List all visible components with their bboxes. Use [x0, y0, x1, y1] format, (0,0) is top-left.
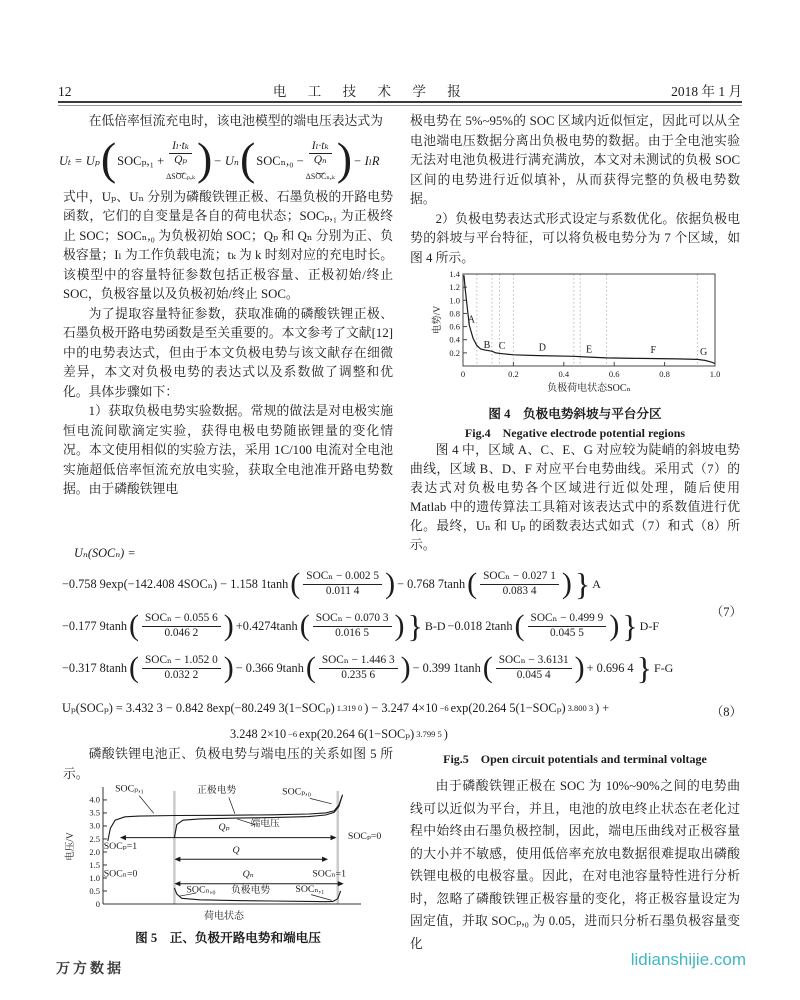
- x-tick-label: 1.0: [709, 369, 721, 379]
- paren: ): [561, 567, 572, 600]
- annotation-label: Q: [232, 845, 240, 857]
- eq-term: SOCₚ,₁ +: [117, 153, 165, 168]
- y-tick-label: 1.2: [449, 282, 460, 293]
- figure5: [63, 784, 393, 946]
- x-tick-label: 0.8: [659, 369, 670, 379]
- y-tick-label: 1.0: [449, 295, 460, 306]
- exponent: −6: [288, 728, 298, 739]
- annotation-label: SOCₙ,₁: [295, 884, 325, 896]
- annotation-label: SOCₚ,₀: [282, 786, 312, 798]
- y-tick-label: 1.0: [89, 872, 100, 883]
- column-bottom-left: [63, 745, 393, 946]
- page-header: [58, 80, 742, 100]
- paragraph: 2）负极电势表达式形式设定与系数优化。依据负极电势的斜坡与平台特征，可以将负极电势分为 7 个区域，如图 4 所示。: [410, 211, 740, 265]
- y-tick-label: 0.4: [449, 334, 460, 345]
- x-axis-title: 负极荷电状态SOCₙ: [547, 383, 631, 394]
- annotation-label: SOCₙ=0: [103, 868, 138, 880]
- annotation-label: 负极电势: [231, 884, 271, 896]
- x-tick-label: 0.4: [558, 369, 570, 379]
- paren: ): [385, 567, 396, 600]
- region-label: B: [483, 339, 491, 351]
- paren: (: [514, 609, 525, 642]
- region-label: D-F: [639, 618, 660, 633]
- column-bottom-right: [410, 748, 740, 955]
- annotation-label: SOCₚ=0: [347, 830, 382, 842]
- y-tick-label: 1.5: [89, 859, 100, 870]
- y-tick-label: 4.0: [89, 794, 100, 805]
- region-label: F-G: [653, 660, 674, 675]
- leader-line: [229, 797, 235, 813]
- x-axis-title: 荷电状态: [204, 911, 244, 922]
- y-tick-label: 2.0: [89, 846, 100, 857]
- figure4-caption-cn: 图 4 负极电势斜坡与平台分区: [488, 407, 662, 421]
- y-axis-title: 电压/V: [66, 832, 76, 861]
- region-label: D: [538, 342, 546, 354]
- equation-7-number: （7）: [710, 605, 742, 619]
- fraction-underbrace: Iₗ·tₖ Qₚ ⏟ ΔSOCₚ,ₖ: [166, 140, 195, 181]
- fraction-underbrace: Iₗ·tₖ Qₙ ⏟ ΔSOCₙ,ₖ: [305, 140, 335, 181]
- region-brace: }: [574, 566, 591, 602]
- annotation-label: SOCₚ,₁: [115, 784, 144, 795]
- y-tick-label: 0.8: [449, 308, 460, 319]
- equation-7: Uₙ(SOCₙ) = −0.758 9exp(−142.408 4SOCₙ) − 1.158 1tanh ( $\frac{\text{SOCₙ − 0.002 5}}{0.011 4}$ ) − 0.768 7tanh ( $\frac{\text{SOCₙ − 0.027 1}}{0.083 4}$ ) } A −0.177 9tanh ( $\frac{\text{SOCₙ − 0.055 6}}{0.046 2}$ ) +0.4274tanh ( $\frac{\text{SOCₙ − 0.070 3}}{0.016 5}$ ) } B-D −0.018 2tanh ( $\frac{\text{SOCₙ − 0.499 9}}{0.045 5}$ ) } D-F −0.317 8tanh ( $\frac{\text{SOCₙ − 1.052 0}}{0.032 2}$ ) − 0.366 9tanh ( $\frac{\text{SOCₙ − 1.446 3}}{0.235 6}$ ) − 0.399 1tanh ( $\frac{\text{SOCₙ − 3.6131}}{0.045 4}$ ) + 0.696 4 } F-G （7） Uₚ(SOCₚ) = 3.432 3 − 0.842 8exp(−80.249 3(1−SOCₚ) 1.319 0 ) − 3.247 4×10 −6 exp(20.264 5(1−SOCₚ) 3.800 3 ) + 3.248 2×10 −6 exp(20.264 6(1−SOCₚ) 3.799 5 ) （8）: [62, 544, 742, 747]
- paren: (: [290, 567, 301, 600]
- region-brace: }: [407, 608, 423, 644]
- fraction: $\frac{\text{SOCₙ − 1.446 3}}{0.235 6}$: [319, 654, 398, 682]
- fraction: $\frac{\text{SOCₙ − 0.070 3}}{0.016 5}$: [313, 612, 392, 640]
- annotation-label: Qₚ: [218, 822, 230, 834]
- y-tick-label: 0: [95, 898, 100, 909]
- paragraph: 在低倍率恒流充电时，该电池模型的端电压表达式为: [88, 114, 383, 128]
- equation-8-number: （8）: [710, 705, 742, 719]
- leader-line: [310, 798, 332, 803]
- site-watermark: lidianshijie.com: [630, 950, 746, 969]
- exponent: 3.800 3: [567, 702, 594, 713]
- paren: (: [482, 651, 493, 684]
- x-tick-label: 0.2: [508, 369, 519, 379]
- y-tick-label: 3.5: [89, 807, 100, 818]
- paren: (: [100, 132, 117, 184]
- annotation-label: SOCₚ=1: [103, 840, 138, 852]
- figure4-chart: [429, 268, 721, 400]
- paragraph: 由于磷酸铁锂正极在 SOC 为 10%~90%之间的电势曲线可以近似为平台，并且，电池的放电终止状态在老化过程中始终由石墨负极控制，因此，端电压曲线对正极容量的大小并不敏感，使用低倍率充放电数据很难提取出磷酸铁锂电极的电极容量。因此，在对电池容量特性进行分析时，忽略了磷酸铁锂正极容量的变化，将正极容量设定为固定值，并取 SOCₚ,₀ 为 0.05，进而只分析石墨负极容量变化: [410, 779, 740, 951]
- paragraph: 1）获取负极电势实验数据。常规的做法是对电极实施恒电流间歇滴定实验，获得电极电势随嵌锂量的变化情况。本文使用相似的实验方法，采用 1C/100 电流对全电池实施超低倍率恒流充放电实验，获取全电池准开路电势数据。由于磷酸铁锂电: [63, 404, 393, 496]
- paren: (: [129, 651, 139, 684]
- x-tick-label: 0: [460, 369, 466, 379]
- fraction: $\frac{\text{SOCₙ − 0.002 5}}{0.011 4}$: [303, 570, 382, 598]
- region-brace: }: [622, 608, 638, 644]
- equations-block: [62, 544, 742, 747]
- region-label: B-D: [424, 618, 446, 633]
- fraction: $\frac{\text{SOCₙ − 0.055 6}}{0.046 2}$: [142, 612, 221, 640]
- paren: ): [394, 609, 405, 642]
- annotation-label: 正极电势: [197, 784, 237, 796]
- column-top-right: [410, 112, 740, 555]
- annotation-label: SOCₙ,₀: [186, 884, 216, 896]
- figure5-caption-cn: 图 5 正、负极开路电势和端电压: [135, 931, 321, 945]
- leader-line: [311, 895, 332, 901]
- paren: ): [223, 609, 234, 642]
- annotation-label: SOCₙ=1: [312, 868, 347, 880]
- figure4-caption-en: Fig.4 Negative electrode potential regions: [464, 426, 686, 440]
- equation-terminal-voltage: [59, 132, 393, 184]
- annotation-label: 端电压: [250, 818, 280, 830]
- paragraph: 为了提取容量特征参数，获取准确的磷酸铁锂正极、石墨负极开路电势函数是至关重要的。本文参考了文献[12]中的电势表达式，但由于本文负极电势与该文献存在细微差异，本文对负极电势的表达式以及系数做了调整和优化。具体步骤如下：: [63, 306, 393, 399]
- exponent: −6: [439, 702, 449, 713]
- wanfang-watermark: 万方数据: [56, 962, 124, 977]
- region-label: A: [467, 314, 475, 326]
- journal-title: 电 工 技 术 学 报: [272, 84, 470, 99]
- annotation-label: Qₙ: [242, 869, 254, 881]
- region-label: A: [592, 576, 601, 591]
- leader-line: [139, 796, 154, 814]
- eq-term: − Uₙ: [213, 153, 239, 168]
- eq-lhs: Uₜ = Uₚ: [59, 153, 100, 168]
- fraction: $\frac{\text{SOCₙ − 0.027 1}}{0.083 4}$: [480, 570, 559, 598]
- paren: (: [299, 609, 310, 642]
- paren: ): [196, 132, 213, 184]
- region-label: C: [498, 340, 506, 352]
- issue-date: 2018 年 1 月: [671, 84, 742, 99]
- curve-端电压: [174, 796, 342, 838]
- y-tick-label: 0.6: [449, 321, 460, 332]
- exponent: 1.319 0: [336, 702, 363, 713]
- header-rule-thick: [58, 101, 742, 103]
- eq7-lhs: Uₙ(SOCₙ) =: [74, 546, 136, 560]
- paren: (: [467, 567, 478, 600]
- fraction: $\frac{\text{SOCₙ − 3.6131}}{0.045 4}$: [496, 654, 572, 682]
- paren: (: [305, 651, 316, 684]
- equation-8: Uₚ(SOCₚ) = 3.432 3 − 0.842 8exp(−80.249 3(1−SOCₚ) 1.319 0 ) − 3.247 4×10 −6 exp(20.264 5(1−SOCₚ) 3.800 3 ) + 3.248 2×10 −6 exp(20.264 6(1−SOCₚ) 3.799 5 ): [62, 700, 610, 741]
- paren: (: [129, 609, 139, 642]
- exponent: 3.799 5: [416, 728, 442, 739]
- figure4: [410, 268, 740, 441]
- figure5-caption-en: Fig.5 Open circuit potentials and terminal voltage: [443, 752, 707, 766]
- paren: ): [400, 651, 411, 684]
- underbrace-icon: ⏟: [176, 164, 185, 174]
- underbrace-icon: ⏟: [315, 164, 325, 174]
- paragraph: 图 4 中，区域 A、C、E、G 对应较为陡峭的斜坡电势曲线，区域 B、D、F 对应平台电势曲线。采用式（7）的表达式对负极电势各个区域进行近似处理，随后使用 Matlab 中的遗传算法工具箱对该表达式中的系数值进行优化。最终，Uₙ 和 Uₚ 的函数表达式如式（7）和式（8）所示。: [410, 443, 740, 552]
- fraction: $\frac{\text{SOCₙ − 1.052 0}}{0.032 2}$: [142, 654, 221, 682]
- y-tick-label: 2.5: [89, 833, 100, 844]
- y-tick-label: 3.0: [89, 820, 100, 831]
- paragraph: 极电势在 5%~95%的 SOC 区域内近似恒定，因此可以从全电池端电压数据分离出负极电势的数据。由于全电池实验无法对电池负极进行满充满放，本文对未测试的负极 SOC 区间的电势进行近似填补，从而获得完整的负极电势数据。: [410, 114, 740, 206]
- eq-term: SOCₙ,₀ −: [256, 153, 304, 168]
- paren: ): [609, 609, 620, 642]
- x-tick-label: 0.6: [608, 369, 620, 379]
- region-label: E: [585, 344, 593, 356]
- region-label: G: [700, 347, 708, 359]
- page-number: 12: [58, 84, 72, 99]
- paragraph: 式中，Uₚ、Uₙ 分别为磷酸铁锂正极、石墨负极的开路电势函数，它们的自变量是各自的荷电状态；SOCₚ,₁ 为正极终止 SOC；SOCₙ,₀ 为负极初始 SOC；Qₚ 和 Qₙ 分别为正、负极容量；Iₗ 为工作负载电流；tₖ 为 k 时刻对应的充电时长。该模型中的容量特征参数包括正极容量、正极初始/终止 SOC，负极容量以及负极初始/终止 SOC。: [63, 189, 393, 301]
- y-tick-label: 0.2: [449, 347, 460, 358]
- y-tick-label: 1.4: [449, 269, 460, 279]
- paren: ): [336, 132, 353, 184]
- paren: ): [574, 651, 585, 684]
- figure5-chart: [63, 784, 395, 924]
- y-axis-title: 电势/V: [433, 305, 443, 335]
- column-top-left: [59, 112, 393, 500]
- paren: ): [223, 651, 234, 684]
- eq-term: − IₗR: [353, 153, 380, 168]
- y-tick-label: 0.5: [89, 885, 100, 896]
- fraction: $\frac{\text{SOCₙ − 0.499 9}}{0.045 5}$: [528, 612, 607, 640]
- region-brace: }: [636, 650, 652, 686]
- paragraph: 磷酸铁锂电池正、负极电势与端电压的关系如图 5 所示。: [63, 747, 393, 781]
- paren: (: [239, 132, 256, 184]
- region-label: F: [650, 345, 657, 357]
- header-rule-thin: [58, 105, 742, 106]
